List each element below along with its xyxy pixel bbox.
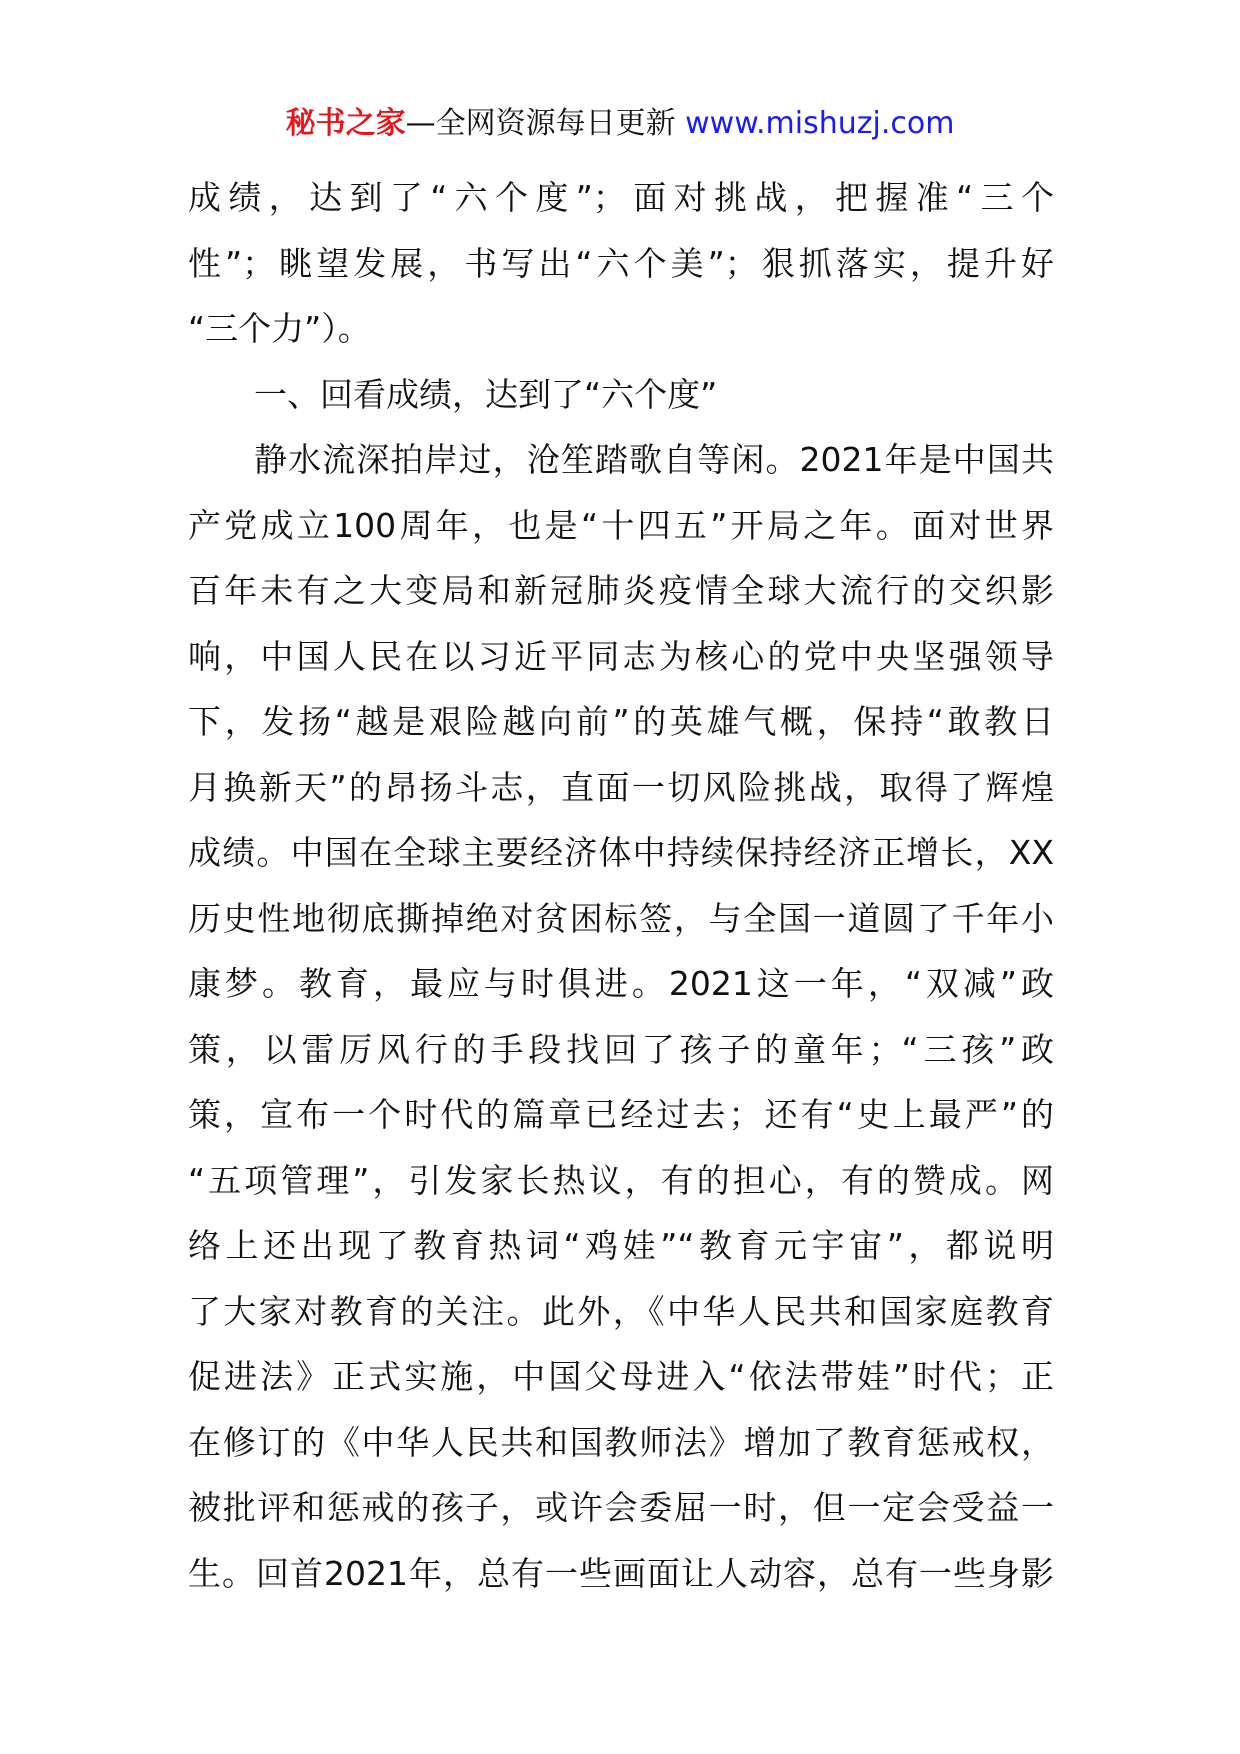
text-line: 静水流深拍岸过，沧笙踏歌自等闲。2021年是中国共 bbox=[254, 440, 1054, 479]
text-line: 成绩，达到了“六个度”；面对挑战，把握准“三个 bbox=[188, 178, 1054, 217]
text-line: 性”；眺望发展，书写出“六个美”；狠抓落实，提升好 bbox=[188, 243, 1054, 283]
text-line: 百年未有之大变局和新冠肺炎疫情全球大流行的交织影 bbox=[188, 571, 1054, 610]
page-header bbox=[0, 102, 1240, 146]
text-line: “五项管理”，引发家长热议，有的担心，有的赞成。网 bbox=[188, 1160, 1054, 1200]
text-line: “三个力”）。 bbox=[188, 309, 371, 348]
header-url-link[interactable]: www.mishuzj.com bbox=[685, 106, 955, 141]
text-line: 成绩。中国在全球主要经济体中持续保持经济正增长，XX bbox=[188, 833, 1054, 872]
text-line: 月换新天”的昂扬斗志，直面一切风险挑战，取得了辉煌 bbox=[188, 767, 1054, 807]
text-line: 了大家对教育的关注。此外，《中华人民共和国家庭教育 bbox=[188, 1291, 1054, 1331]
text-line: 络上还出现了教育热词“鸡娃”“教育元宇宙”，都说明 bbox=[188, 1226, 1054, 1265]
text-line: 下，发扬“越是艰险越向前”的英雄气概，保持“敢教日 bbox=[188, 702, 1054, 741]
section-heading: 一、回看成绩，达到了“六个度” bbox=[254, 374, 718, 414]
text-line: 生。回首2021年，总有一些画面让人动容，总有一些身影 bbox=[188, 1553, 1054, 1593]
text-line: 历史性地彻底撕掉绝对贫困标签，与全国一道圆了千年小 bbox=[188, 898, 1054, 938]
document-body bbox=[188, 165, 1054, 1606]
header-brand: 秘书之家 bbox=[285, 106, 406, 141]
text-line: 策，宣布一个时代的篇章已经过去；还有“史上最严”的 bbox=[188, 1095, 1054, 1134]
text-line: 产党成立100周年，也是“十四五”开局之年。面对世界 bbox=[188, 505, 1054, 545]
text-line: 在修订的《中华人民共和国教师法》增加了教育惩戒权， bbox=[188, 1422, 1054, 1462]
text-line: 策，以雷厉风行的手段找回了孩子的童年；“三孩”政 bbox=[188, 1029, 1054, 1069]
text-line: 被批评和惩戒的孩子，或许会委屈一时，但一定会受益一 bbox=[188, 1488, 1054, 1527]
text-line: 康梦。教育，最应与时俱进。2021这一年，“双减”政 bbox=[188, 964, 1054, 1003]
text-line: 促进法》正式实施，中国父母进入“依法带娃”时代；正 bbox=[188, 1357, 1054, 1396]
header-tagline: —全网资源每日更新 bbox=[405, 106, 676, 141]
text-line: 响，中国人民在以习近平同志为核心的党中央坚强领导 bbox=[188, 636, 1054, 676]
